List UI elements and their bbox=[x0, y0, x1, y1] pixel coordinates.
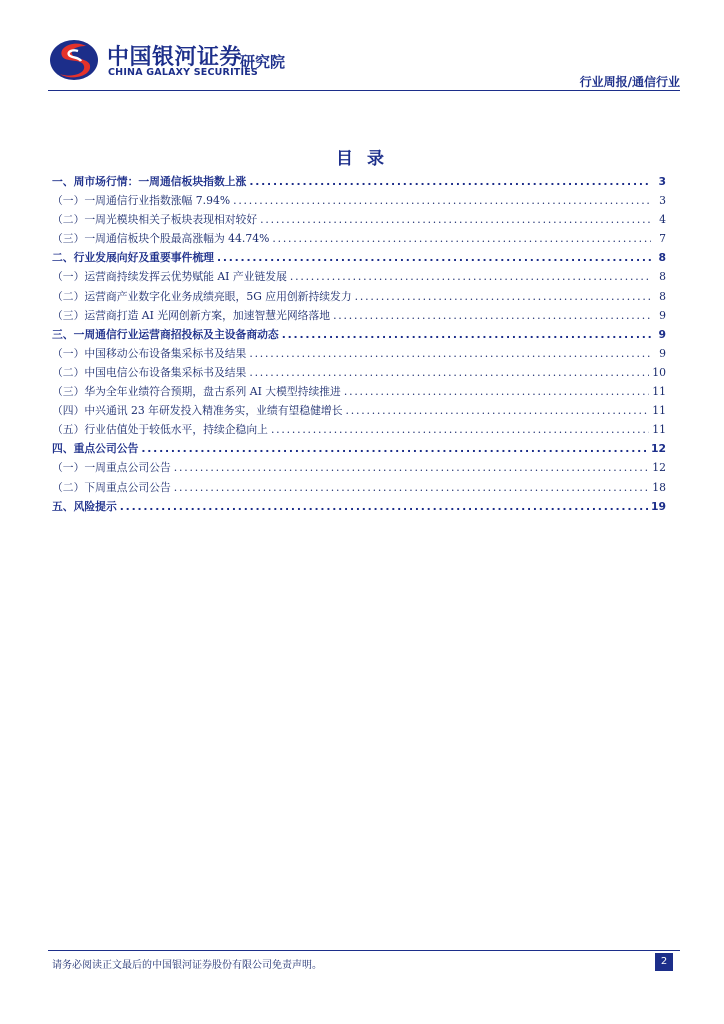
brand-name-cn: 中国银河证券 bbox=[107, 45, 243, 70]
toc-page-number: 12 bbox=[650, 442, 666, 456]
toc-page-number: 19 bbox=[650, 499, 666, 513]
toc-entry[interactable] bbox=[52, 480, 666, 499]
toc-entry-text: 三、一周通信行业运营商招投标及主设备商动态 bbox=[52, 327, 279, 341]
toc-entry[interactable] bbox=[52, 460, 666, 479]
toc-leader bbox=[174, 461, 649, 474]
toc-entry-text: 一、周市场行情：一周通信板块指数上涨 bbox=[52, 175, 247, 188]
department-label: 研究院 bbox=[240, 53, 286, 71]
toc-entry[interactable] bbox=[52, 441, 666, 460]
report-category: 行业周报/通信行业 bbox=[579, 75, 680, 89]
toc-entry[interactable] bbox=[52, 174, 666, 193]
table-of-contents bbox=[52, 174, 666, 518]
toc-leader bbox=[290, 270, 651, 283]
toc-entry-text: （一）中国移动公布设备集采标书及结果 bbox=[52, 346, 247, 360]
toc-page-number: 11 bbox=[652, 423, 666, 437]
toc-leader bbox=[249, 366, 649, 379]
toc-entry-text: （三）一周通信板块个股最高涨幅为 44.74% bbox=[52, 232, 270, 246]
toc-leader bbox=[346, 404, 650, 417]
toc-page-number: 18 bbox=[652, 480, 666, 494]
toc-entry[interactable] bbox=[52, 250, 666, 269]
toc-entry[interactable] bbox=[52, 327, 666, 346]
toc-leader bbox=[233, 194, 651, 207]
toc-leader bbox=[355, 290, 651, 303]
toc-entry[interactable] bbox=[52, 193, 666, 212]
toc-leader bbox=[344, 385, 649, 398]
toc-title: 目 录 bbox=[336, 149, 388, 169]
page-number: 2 bbox=[655, 953, 673, 971]
toc-leader bbox=[282, 328, 651, 341]
toc-leader bbox=[249, 347, 651, 360]
toc-page-number: 9 bbox=[659, 308, 666, 322]
toc-leader bbox=[217, 251, 651, 264]
toc-entry-text: （四）中兴通讯 23 年研发投入精准务实，业绩有望稳健增长 bbox=[52, 404, 343, 418]
toc-leader bbox=[271, 423, 649, 436]
toc-entry-text: （二）下周重点公司公告 bbox=[52, 480, 171, 494]
toc-page-number: 4 bbox=[659, 213, 666, 227]
footer-disclaimer: 请务必阅读正文最后的中国银河证券股份有限公司免责声明。 bbox=[52, 960, 322, 971]
toc-entry-text: （二）运营商产业数字化业务成绩亮眼，5G 应用创新持续发力 bbox=[52, 289, 352, 303]
toc-entry[interactable] bbox=[52, 269, 666, 288]
toc-page-number: 8 bbox=[659, 270, 666, 284]
toc-page-number: 3 bbox=[659, 194, 666, 208]
toc-entry-text: （一）一周通信行业指数涨幅 7.94% bbox=[52, 194, 231, 208]
toc-entry-text: （二）中国电信公布设备集采标书及结果 bbox=[52, 365, 247, 379]
toc-page-number: 11 bbox=[652, 404, 666, 418]
toc-entry[interactable] bbox=[52, 346, 666, 365]
toc-entry[interactable] bbox=[52, 365, 666, 384]
toc-entry[interactable] bbox=[52, 231, 666, 250]
toc-page-number: 8 bbox=[659, 289, 666, 303]
toc-page-number: 9 bbox=[658, 327, 666, 341]
header-divider bbox=[48, 90, 680, 91]
toc-entry-text: （一）运营商持续发挥云优势赋能 AI 产业链发展 bbox=[52, 270, 287, 284]
toc-entry-text: 四、重点公司公告 bbox=[52, 442, 139, 456]
brand-name-en: CHINA GALAXY SECURITIES bbox=[108, 67, 258, 78]
toc-leader bbox=[174, 481, 649, 494]
galaxy-s-logo-icon bbox=[48, 38, 100, 82]
toc-entry[interactable] bbox=[52, 403, 666, 422]
toc-entry[interactable] bbox=[52, 499, 666, 518]
toc-entry-text: 二、行业发展向好及重要事件梳理 bbox=[52, 251, 214, 265]
toc-entry-text: （三）华为全年业绩符合预期，盘古系列 AI 大模型持续推进 bbox=[52, 385, 341, 399]
toc-entry-text: 五、风险提示 bbox=[52, 499, 117, 513]
toc-entry[interactable] bbox=[52, 384, 666, 403]
toc-page-number: 3 bbox=[658, 175, 666, 188]
toc-page-number: 10 bbox=[652, 365, 666, 379]
toc-entry-text: （五）行业估值处于较低水平，持续企稳向上 bbox=[52, 423, 268, 437]
toc-page-number: 12 bbox=[652, 461, 666, 475]
toc-leader bbox=[260, 213, 651, 226]
toc-leader bbox=[333, 309, 651, 322]
toc-entry[interactable] bbox=[52, 422, 666, 441]
toc-page-number: 9 bbox=[659, 346, 666, 360]
toc-page-number: 8 bbox=[658, 251, 666, 265]
page-header bbox=[0, 0, 724, 92]
toc-leader bbox=[272, 232, 651, 245]
toc-entry[interactable] bbox=[52, 308, 666, 327]
toc-entry[interactable] bbox=[52, 212, 666, 231]
toc-leader bbox=[120, 500, 648, 513]
toc-page-number: 7 bbox=[659, 232, 666, 246]
toc-entry-text: （三）运营商打造 AI 光网创新方案，加速智慧光网络落地 bbox=[52, 308, 331, 322]
toc-leader bbox=[141, 442, 648, 455]
footer-divider bbox=[48, 950, 680, 951]
toc-entry[interactable] bbox=[52, 289, 666, 308]
toc-entry-text: （二）一周光模块相关子板块表现相对较好 bbox=[52, 213, 258, 227]
toc-page-number: 11 bbox=[652, 385, 666, 399]
toc-entry-text: （一）一周重点公司公告 bbox=[52, 461, 171, 475]
toc-leader bbox=[249, 175, 651, 188]
